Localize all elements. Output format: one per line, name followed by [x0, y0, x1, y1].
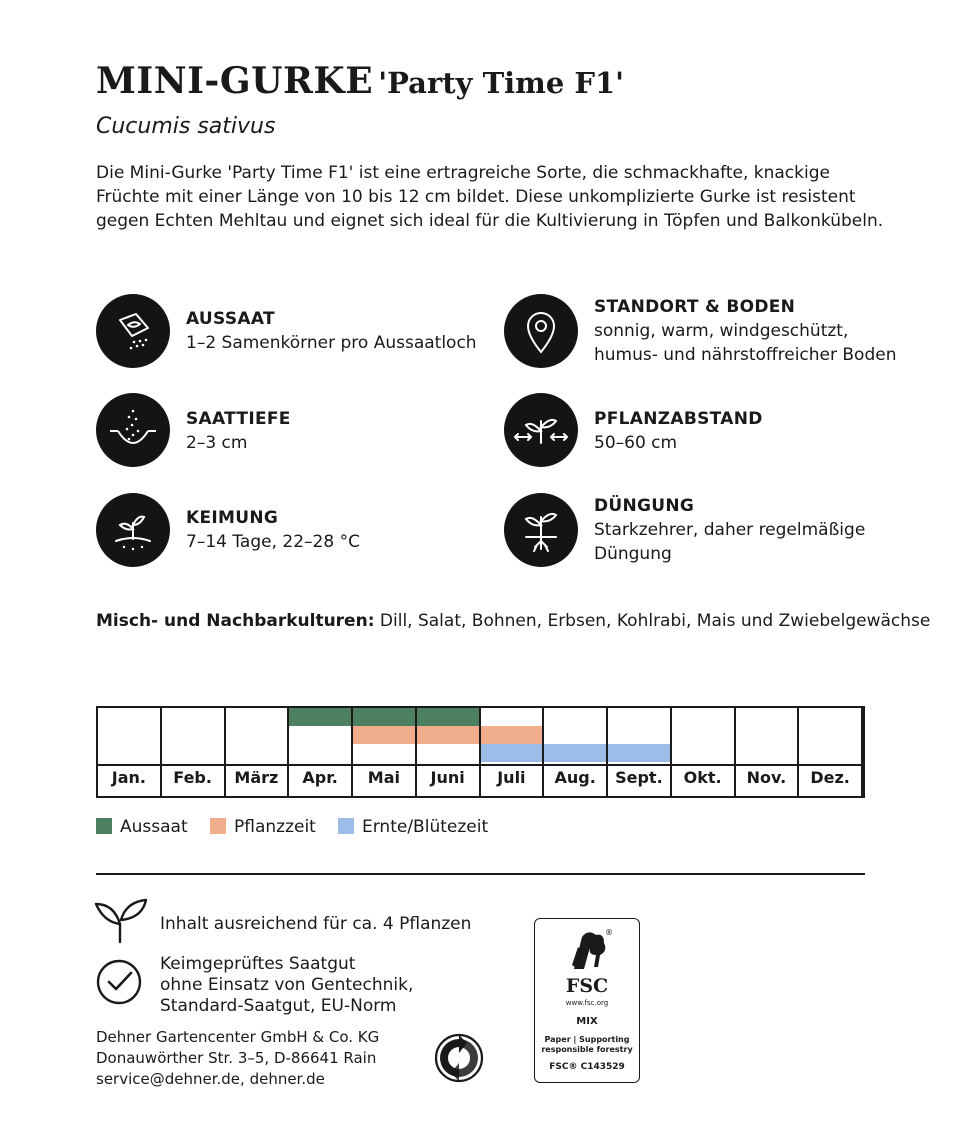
calendar-month-column [226, 708, 290, 796]
calendar-month-column [162, 708, 226, 796]
calendar-month-label: Okt. [683, 768, 722, 787]
calendar-month-label: Aug. [554, 768, 596, 787]
fsc-brand: FSC [565, 975, 609, 997]
calendar-month-column [417, 708, 481, 796]
companion-label: Misch- und Nachbarkulturen: [96, 611, 375, 631]
calendar-month-label: Feb. [173, 768, 212, 787]
company-address: Donauwörther Str. 3–5, D-86641 Rain [96, 1049, 377, 1067]
seed-info-line1: Keimgeprüftes Saatgut [160, 954, 356, 974]
content-info: Inhalt ausreichend für ca. 4 Pflanzen [160, 914, 472, 934]
calendar-month-column [98, 708, 162, 796]
calendar-month-column [736, 708, 800, 796]
company-info [96, 1027, 379, 1090]
legend-swatch-pflanzzeit [210, 818, 226, 834]
seed-packet-icon [96, 294, 170, 368]
company-name: Dehner Gartencenter GmbH & Co. KG [96, 1028, 380, 1046]
companion-list: Dill, Salat, Bohnen, Erbsen, Kohlrabi, Mais und Zwiebelgewächse [379, 611, 931, 631]
location-pin-icon [504, 294, 578, 368]
seed-info-line3: Standard-Saatgut, EU-Norm [160, 996, 397, 1016]
calendar-month-label: Nov. [746, 768, 787, 787]
legend-label-ernte: Ernte/Blütezeit [362, 817, 489, 837]
feature-standort-title: STANDORT & BODEN [594, 297, 796, 317]
feature-duengung-title: DÜNGUNG [594, 496, 695, 516]
calendar-month-label: März [234, 768, 279, 787]
fsc-code: FSC® C143529 [549, 1062, 625, 1072]
calendar-month-label: Jan. [111, 768, 146, 787]
fsc-mix: MIX [576, 1016, 598, 1027]
fsc-description [535, 1035, 639, 1055]
sprout-icon [96, 493, 170, 567]
feature-abstand-title: PFLANZABSTAND [594, 409, 763, 429]
intro-text: Die Mini-Gurke 'Party Time F1' ist eine ertragreiche Sorte, die schmackhafte, knackige Früchte mit einer Länge von 10 bis 12 cm bildet. Diese unkomplizierte Gurke ist resistent gegen Echten Mehltau und eignet sich ideal für die Kultivierung in Töpfen und Balkonkübeln. [96, 163, 884, 231]
calendar-month-label: Mai [367, 768, 400, 787]
legend-swatch-aussaat [96, 818, 112, 834]
feature-duengung-line1: Starkzehrer, daher regelmäßige [594, 520, 866, 540]
product-name: MINI-GURKE [96, 60, 374, 102]
calendar-month-column [353, 708, 417, 796]
fsc-tree-icon [568, 927, 608, 977]
feature-abstand-text: 50–60 cm [594, 433, 678, 453]
feature-keimung-title: KEIMUNG [186, 508, 279, 528]
feature-aussaat-text: 1–2 Samenkörner pro Aussaatloch [186, 333, 477, 353]
company-contact: service@dehner.de, dehner.de [96, 1070, 325, 1088]
legend-label-pflanzzeit: Pflanzzeit [234, 817, 316, 837]
calendar-month-column [289, 708, 353, 796]
latin-name: Cucumis sativus [96, 114, 276, 139]
legend-label-aussaat: Aussaat [120, 817, 188, 837]
leaves-icon [94, 898, 150, 948]
calendar-month-label: Juni [430, 768, 465, 787]
calendar-month-column [481, 708, 545, 796]
seed-depth-icon [96, 393, 170, 467]
fsc-url: www.fsc.org [565, 999, 609, 1007]
product-title [96, 60, 624, 102]
fsc-registered: ® [605, 928, 613, 937]
growing-calendar [96, 706, 865, 798]
legend-ernte [338, 817, 488, 837]
companion-plants [96, 611, 930, 631]
feature-standort-line1: sonnig, warm, windgeschützt, [594, 321, 849, 341]
calendar-month-column [799, 708, 863, 796]
calendar-month-label: Juli [497, 768, 526, 787]
legend-swatch-ernte [338, 818, 354, 834]
checkmark-circle-icon [95, 958, 143, 1010]
calendar-divider [98, 764, 863, 766]
plant-roots-icon [504, 493, 578, 567]
calendar-month-label: Dez. [810, 768, 850, 787]
feature-aussaat-title: AUSSAAT [186, 309, 275, 329]
calendar-month-label: Sept. [615, 768, 663, 787]
feature-keimung-text: 7–14 Tage, 22–28 °C [186, 532, 360, 552]
feature-duengung-line2: Düngung [594, 544, 672, 564]
product-variety: 'Party Time F1' [378, 66, 625, 100]
calendar-month-column [544, 708, 608, 796]
plant-spacing-icon [504, 393, 578, 467]
calendar-month-column [608, 708, 672, 796]
green-dot-recycling-icon [434, 1033, 484, 1083]
divider [96, 873, 865, 875]
calendar-month-label: Apr. [302, 768, 338, 787]
legend-pflanzzeit [210, 817, 316, 837]
legend-aussaat [96, 817, 188, 837]
fsc-desc-line1: Paper | Supporting [544, 1035, 630, 1044]
calendar-month-column [672, 708, 736, 796]
feature-saattiefe-text: 2–3 cm [186, 433, 248, 453]
fsc-desc-line2: responsible forestry [541, 1045, 633, 1054]
feature-standort-line2: humus- und nährstoffreicher Boden [594, 345, 897, 365]
seed-info-line2: ohne Einsatz von Gentechnik, [160, 975, 414, 995]
fsc-label [534, 918, 640, 1083]
feature-saattiefe-title: SAATTIEFE [186, 409, 291, 429]
